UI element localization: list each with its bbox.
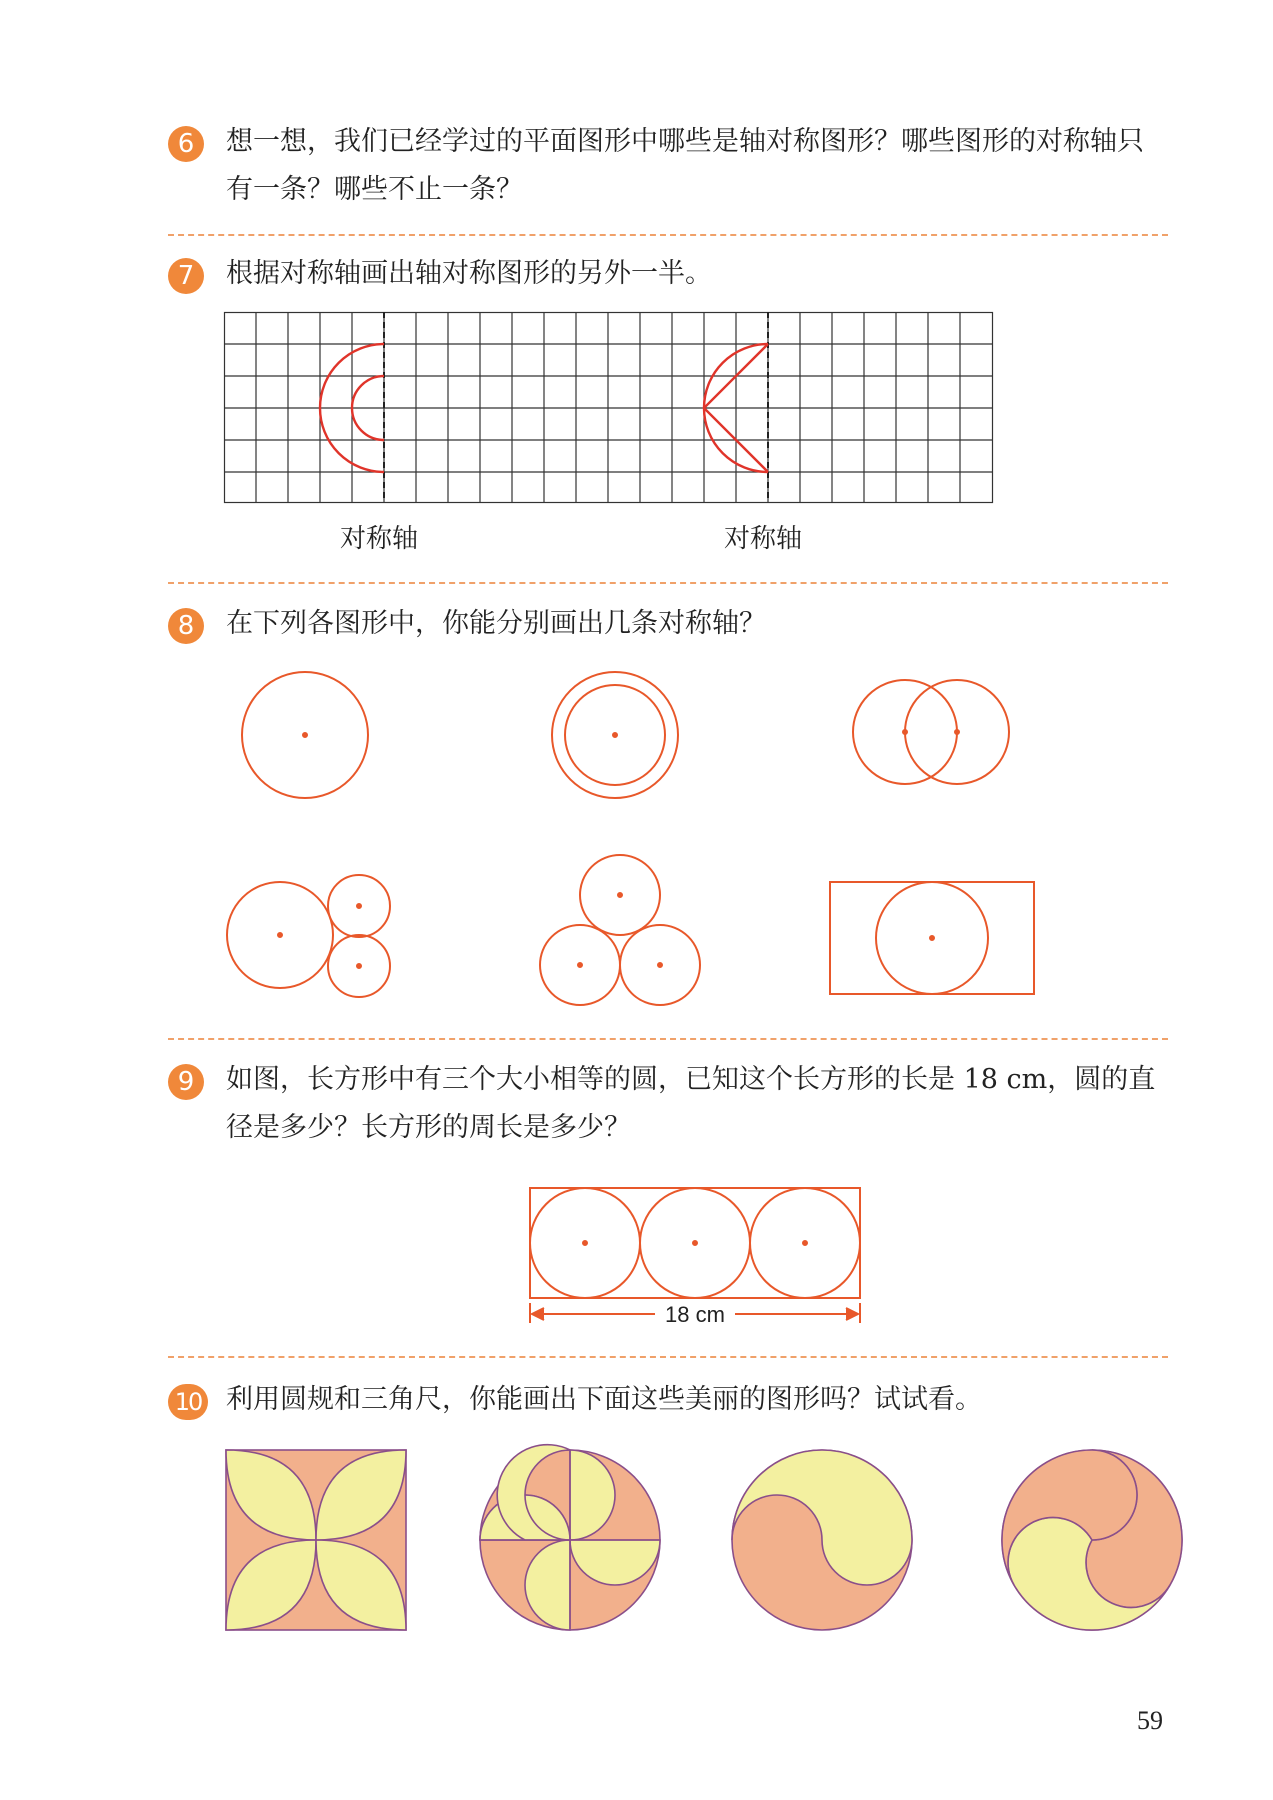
- circle-in-rectangle-shape: [830, 882, 1034, 994]
- three-circles-side-shape: [227, 875, 390, 997]
- triple-swirl-pattern: [1002, 1450, 1182, 1630]
- question-text-6: 想一想，我们已经学过的平面图形中哪些是轴对称图形？哪些图形的对称轴只有一条？哪些不止一条？: [226, 126, 1144, 205]
- question-number-7: 7: [168, 258, 204, 294]
- divider: [168, 1038, 1168, 1040]
- question-number-8: 8: [168, 608, 204, 644]
- overlapping-circles-shape: [853, 680, 1009, 784]
- petal-square-pattern: [226, 1450, 406, 1630]
- question-10: [168, 1384, 1168, 1434]
- divider: [168, 1356, 1168, 1358]
- divider: [168, 234, 1168, 236]
- question-number-10: 10: [168, 1384, 208, 1420]
- question-text-10: 利用圆规和三角尺，你能画出下面这些美丽的图形吗？试试看。: [226, 1384, 982, 1415]
- symmetry-grid: [224, 312, 994, 504]
- pinwheel-circle-pattern: [480, 1445, 660, 1630]
- axis-label-left: 对称轴: [340, 524, 419, 554]
- question-text-8: 在下列各图形中，你能分别画出几条对称轴？: [226, 608, 766, 639]
- divider: [168, 582, 1168, 584]
- axis-label-right: 对称轴: [724, 524, 803, 554]
- question-8: [168, 608, 1168, 658]
- grid-lines: [224, 312, 993, 503]
- decorative-patterns: [224, 1448, 1224, 1638]
- three-circles-rectangle-figure: [520, 1178, 860, 1338]
- page-number: 59: [1137, 1706, 1163, 1735]
- question-text-9: 如图，长方形中有三个大小相等的圆，已知这个长方形的长是 18 cm，圆的直径是多少？长方形的周长是多少？: [226, 1064, 1156, 1143]
- single-circle-shape: [242, 672, 368, 798]
- question-number-9: 9: [168, 1064, 204, 1100]
- question-9: [168, 1064, 1168, 1164]
- concentric-circles-shape: [552, 672, 678, 798]
- question-number-6: 6: [168, 126, 204, 162]
- symmetry-shapes: [200, 660, 1200, 1000]
- question-6: [168, 126, 1168, 226]
- yin-yang-pattern: [732, 1450, 912, 1630]
- question-text-7: 根据对称轴画出轴对称图形的另外一半。: [226, 258, 712, 289]
- question-7: [168, 258, 1168, 308]
- length-label: 18 cm: [665, 1302, 725, 1327]
- three-circles-triangle-shape: [540, 855, 700, 1005]
